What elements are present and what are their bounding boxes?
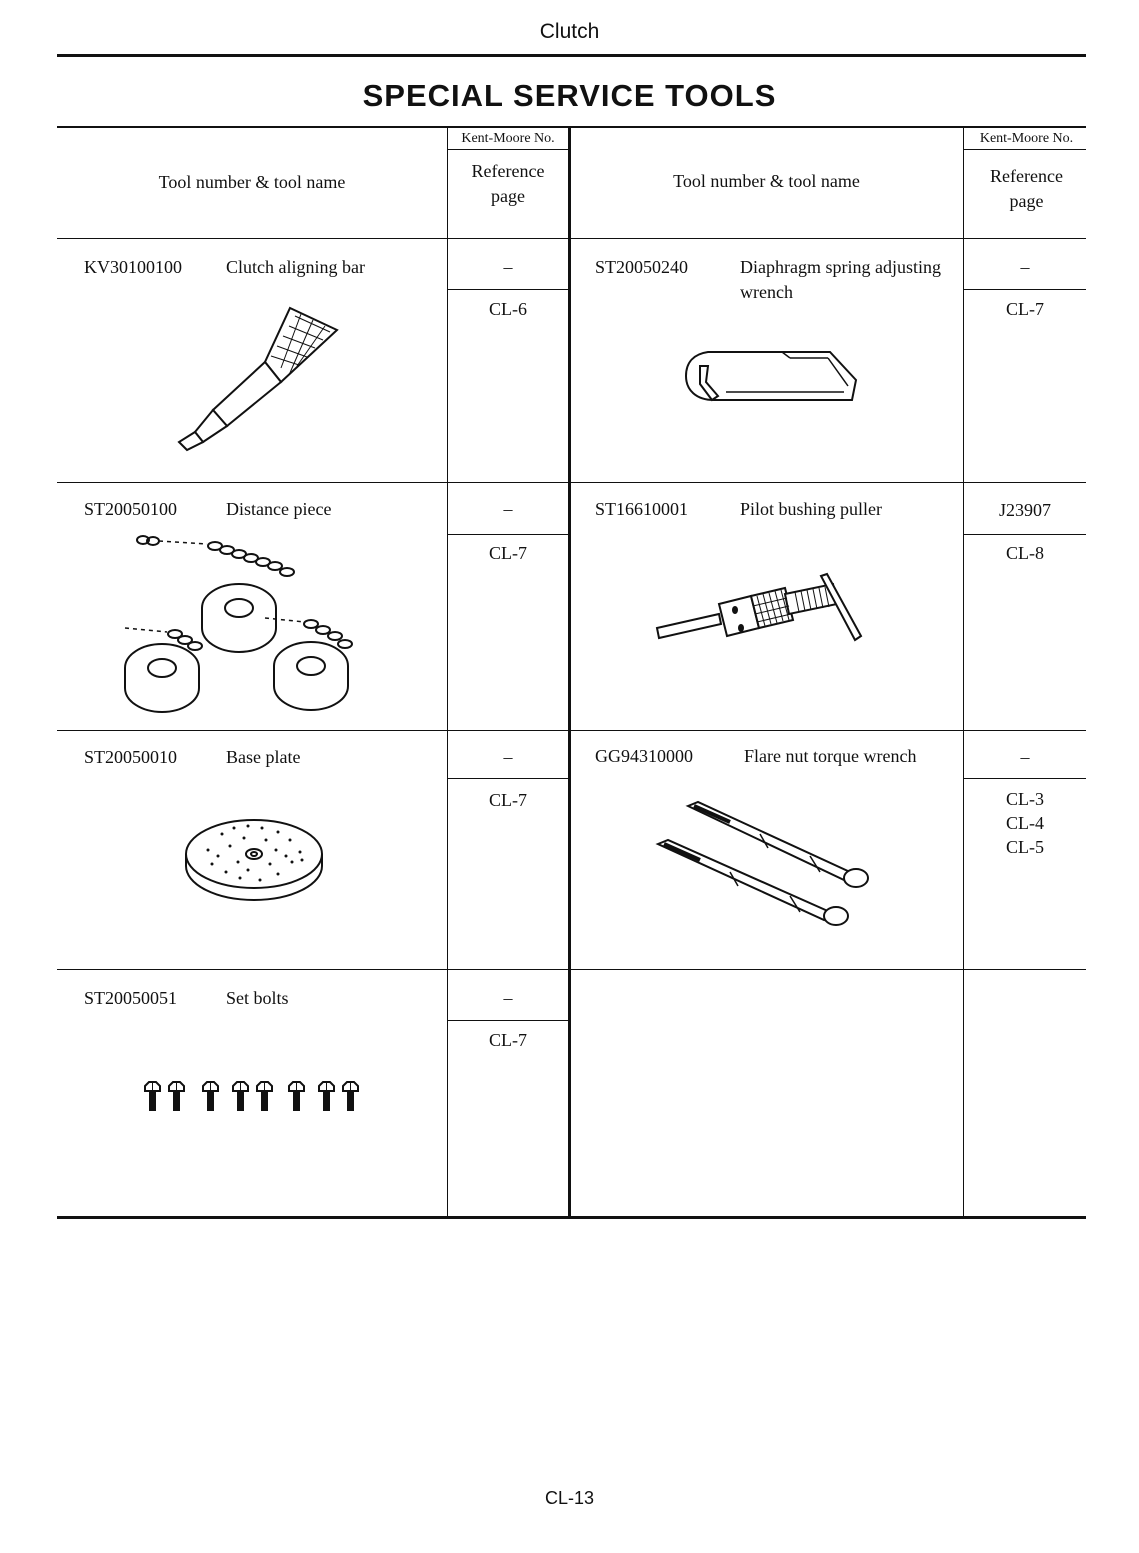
base-plate-icon — [182, 810, 327, 905]
torque-wrench-icon — [650, 800, 880, 930]
kent-moore-value: – — [503, 988, 513, 1008]
reference-page: CL-6 — [489, 299, 527, 319]
tool-name: Set bolts — [226, 988, 289, 1008]
header-rule — [57, 54, 1086, 57]
left-kent-moore-header: Kent-Moore No. — [461, 131, 555, 146]
left-tool-header: Tool number & tool name — [158, 172, 346, 192]
tool-name: Base plate — [226, 747, 301, 767]
tool-number: KV30100100 — [84, 257, 182, 277]
section-header: Clutch — [539, 20, 600, 43]
reference-page: CL-7 — [489, 790, 527, 810]
right-reference-header: Reference — [990, 166, 1063, 186]
reference-page-3: CL-5 — [1006, 837, 1044, 857]
page-title: SPECIAL SERVICE TOOLS — [362, 78, 777, 113]
kent-moore-value: – — [1020, 257, 1030, 277]
bushing-puller-icon — [655, 570, 870, 650]
kent-moore-value: J23907 — [998, 500, 1051, 520]
kent-moore-value: – — [503, 747, 513, 767]
reference-page-2: CL-4 — [1006, 813, 1044, 833]
right-kent-moore-header: Kent-Moore No. — [979, 131, 1074, 146]
left-reference-header: Reference — [471, 161, 545, 181]
right-reference-header-2: page — [1009, 191, 1044, 211]
kent-moore-value: – — [503, 499, 513, 519]
tool-name: Flare nut torque wrench — [744, 746, 917, 766]
reference-page: CL-8 — [1006, 543, 1044, 563]
reference-page: CL-3 — [1006, 789, 1044, 809]
tool-name-2: wrench — [740, 282, 793, 302]
page-number: CL-13 — [544, 1488, 595, 1508]
right-tool-header: Tool number & tool name — [673, 171, 860, 191]
reference-page: CL-7 — [1006, 299, 1044, 319]
reference-page: CL-7 — [489, 1030, 527, 1050]
tool-number: ST20050100 — [84, 499, 178, 519]
adjusting-wrench-icon — [682, 348, 862, 406]
set-bolts-icon — [143, 1080, 368, 1116]
aligning-bar-icon — [165, 300, 350, 460]
left-reference-header-2: page — [491, 186, 525, 206]
tool-number: ST20050240 — [595, 257, 689, 277]
tool-number: GG94310000 — [595, 746, 693, 766]
tool-name: Distance piece — [226, 499, 332, 519]
tool-number: ST20050051 — [84, 988, 178, 1008]
kent-moore-value: – — [1020, 747, 1030, 767]
tool-number: ST16610001 — [595, 499, 689, 519]
reference-page: CL-7 — [489, 543, 527, 563]
distance-piece-icon — [115, 528, 365, 713]
tool-name: Diaphragm spring adjusting — [740, 257, 941, 277]
tool-name: Pilot bushing puller — [740, 499, 883, 519]
tool-number: ST20050010 — [84, 747, 178, 767]
kent-moore-value: – — [503, 257, 513, 277]
tool-name: Clutch aligning bar — [226, 257, 365, 277]
